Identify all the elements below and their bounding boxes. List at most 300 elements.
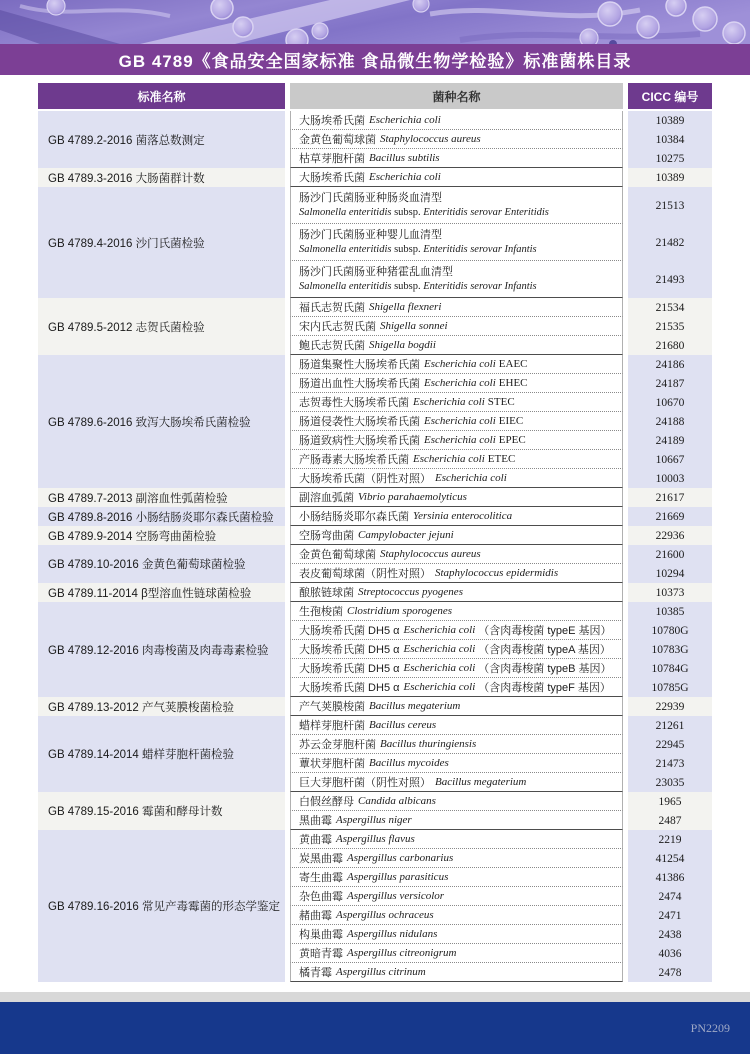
cicc-number-cell — [628, 906, 712, 925]
strain-name-cell — [290, 811, 623, 830]
strain-row — [290, 393, 712, 412]
cicc-number-cell — [628, 773, 712, 792]
strain-cn-name: 黄曲霉 — [299, 834, 332, 846]
cicc-number: 2219 — [658, 833, 682, 846]
strain-pathotype-suffix: EAEC — [498, 358, 528, 370]
table-row-group — [38, 602, 712, 697]
strain-name-cell — [290, 469, 623, 488]
strain-latin-name: Escherichia coli — [369, 171, 441, 183]
strain-latin-line — [299, 205, 622, 220]
cicc-number-cell — [628, 830, 712, 849]
strain-cn-name: 福氏志贺氏菌 — [299, 302, 365, 314]
strain-name-cell — [290, 716, 623, 735]
strain-cn-name: 蜡样芽胞杆菌 — [299, 720, 365, 732]
strain-name-cell — [290, 355, 623, 374]
footer-divider — [0, 992, 750, 1002]
strain-latin-name: Escherichia coli — [403, 681, 476, 693]
strain-name-cell — [290, 149, 623, 168]
bacteria-micrograph-graphic — [0, 0, 750, 44]
cicc-number: 10784G — [651, 662, 689, 675]
strain-cn-name: 鲍氏志贺氏菌 — [299, 340, 365, 352]
strain-list — [290, 602, 712, 697]
cicc-number-cell — [628, 887, 712, 906]
cicc-number-cell — [628, 564, 712, 583]
table-body — [38, 111, 712, 982]
cicc-number: 22936 — [655, 529, 685, 542]
strain-row — [290, 868, 712, 887]
strain-cn-name: 产气荚膜梭菌 — [299, 701, 365, 713]
strain-cn-name: 肠道出血性大肠埃希氏菌 — [299, 378, 420, 390]
strain-latin-subsp: subsp. — [391, 206, 424, 218]
footer-band — [0, 1002, 750, 1054]
table-row-group — [38, 111, 712, 168]
table-row-group — [38, 526, 712, 545]
strain-latin-name: Bacillus megaterium — [435, 776, 527, 788]
cicc-number: 22945 — [655, 738, 685, 751]
strain-gene-note: （含肉毒梭菌 typeB 基因） — [478, 663, 612, 675]
cicc-number: 21261 — [655, 719, 685, 732]
strain-name-cell — [290, 830, 623, 849]
cicc-number-cell — [628, 412, 712, 431]
strain-row — [290, 168, 712, 187]
standard-name-cell — [38, 697, 285, 716]
strain-row — [290, 412, 712, 431]
cicc-number-cell — [628, 849, 712, 868]
strain-row — [290, 849, 712, 868]
strain-latin-name: Escherichia coli — [403, 643, 476, 655]
cicc-number-cell — [628, 374, 712, 393]
strain-latin-name: Escherichia coli — [435, 472, 507, 484]
strain-cn-name: 赭曲霉 — [299, 910, 332, 922]
strain-row — [290, 317, 712, 336]
standard-name-cell — [38, 507, 285, 526]
strain-name-cell — [290, 678, 623, 697]
cicc-number-cell — [628, 298, 712, 317]
cicc-number: 10294 — [655, 567, 685, 580]
cicc-number: 10275 — [655, 152, 685, 165]
strain-latin-name: Streptococcus pyogenes — [358, 586, 463, 598]
strain-cn-name: 大肠埃希氏菌 DH5 α — [299, 625, 400, 637]
strain-cn-name: 表皮葡萄球菌（阴性对照） — [299, 568, 431, 580]
strain-cn-name: 枯草芽胞杆菌 — [299, 153, 365, 165]
strain-list — [290, 830, 712, 982]
strain-name-cell — [290, 887, 623, 906]
strain-latin-name: Staphylococcus epidermidis — [435, 567, 559, 579]
cicc-number: 1965 — [658, 795, 682, 808]
strain-row — [290, 187, 712, 224]
strain-list — [290, 488, 712, 507]
strain-cn-name: 酿脓链球菌 — [299, 587, 354, 599]
strain-name-cell — [290, 224, 623, 261]
strain-name-cell — [290, 507, 623, 526]
strain-row — [290, 149, 712, 168]
strain-row — [290, 754, 712, 773]
cicc-number: 24188 — [655, 415, 685, 428]
strain-list — [290, 187, 712, 298]
standard-name-cell — [38, 526, 285, 545]
cicc-number: 23035 — [655, 776, 685, 789]
strain-latin-name: Enteritidis serovar Enteritidis — [423, 206, 549, 218]
cicc-number: 21493 — [655, 273, 685, 286]
table-header-row — [38, 83, 712, 109]
header-standard-name: 标准名称 — [38, 83, 285, 109]
strain-latin-name: Staphylococcus aureus — [380, 548, 481, 560]
strain-latin-name: Escherichia coli — [403, 624, 476, 636]
strain-latin-name: Enteritidis serovar Infantis — [423, 243, 537, 255]
strain-pathotype-suffix: EHEC — [498, 377, 528, 389]
strain-latin-name: Staphylococcus aureus — [380, 133, 481, 145]
table-row-group — [38, 697, 712, 716]
strain-row — [290, 925, 712, 944]
cicc-number-cell — [628, 697, 712, 716]
cicc-number: 10003 — [655, 472, 685, 485]
cicc-number-cell — [628, 792, 712, 811]
cicc-number: 2471 — [658, 909, 682, 922]
strain-name-cell — [290, 792, 623, 811]
standard-name-cell — [38, 830, 285, 982]
cicc-number-cell — [628, 583, 712, 602]
strain-name-cell — [290, 168, 623, 187]
strain-row — [290, 735, 712, 754]
strain-cn-name: 杂色曲霉 — [299, 891, 343, 903]
cicc-number: 2438 — [658, 928, 682, 941]
cicc-number-cell — [628, 130, 712, 149]
strain-row — [290, 469, 712, 488]
cicc-number: 4036 — [658, 947, 682, 960]
standard-name: GB 4789.10-2016 金黄色葡萄球菌检验 — [48, 559, 246, 571]
strain-name-cell — [290, 317, 623, 336]
strain-latin-name: Aspergillus nidulans — [347, 928, 438, 940]
table-row-group — [38, 507, 712, 526]
strain-list — [290, 355, 712, 488]
strain-row — [290, 944, 712, 963]
header-cicc-number: CICC 编号 — [628, 83, 712, 109]
standard-name: GB 4789.3-2016 大肠菌群计数 — [48, 172, 205, 185]
strain-cn-line — [299, 228, 622, 242]
strain-cn-name: 空肠弯曲菌 — [299, 530, 354, 542]
strain-cn-name: 大肠埃希氏菌 — [299, 172, 365, 184]
cicc-number-cell — [628, 963, 712, 982]
strain-latin-name: Aspergillus carbonarius — [347, 852, 454, 864]
strain-cn-name: 寄生曲霉 — [299, 872, 343, 884]
strain-name-cell — [290, 773, 623, 792]
strain-cn-name: 橘青霉 — [299, 967, 332, 979]
cicc-number: 21617 — [655, 491, 685, 504]
strain-list — [290, 526, 712, 545]
cicc-number: 10384 — [655, 133, 685, 146]
strain-row — [290, 659, 712, 678]
page-title: GB 4789《食品安全国家标准 食品微生物学检验》标准菌株目录 — [118, 52, 632, 71]
cicc-number-cell — [628, 602, 712, 621]
cicc-number-cell — [628, 925, 712, 944]
strain-row — [290, 374, 712, 393]
strain-table — [38, 83, 712, 982]
strain-row — [290, 716, 712, 735]
strain-cn-name: 生孢梭菌 — [299, 606, 343, 618]
strain-row — [290, 507, 712, 526]
table-row-group — [38, 168, 712, 187]
strain-row — [290, 450, 712, 469]
strain-cn-line — [299, 265, 622, 279]
strain-name-cell — [290, 697, 623, 716]
strain-cn-name: 宋内氏志贺氏菌 — [299, 321, 376, 333]
strain-cn-name: 大肠埃希氏菌 — [299, 115, 365, 127]
strain-name-cell — [290, 621, 623, 640]
strain-cn-name: 黑曲霉 — [299, 815, 332, 827]
bacteria-banner-image — [0, 0, 750, 44]
cicc-number-cell — [628, 545, 712, 564]
strain-row — [290, 526, 712, 545]
header-strain-name: 菌种名称 — [290, 83, 623, 109]
strain-row — [290, 545, 712, 564]
strain-cn-name: 产肠毒素大肠埃希氏菌 — [299, 454, 409, 466]
strain-latin-name: Salmonella enteritidis — [299, 243, 392, 255]
strain-row — [290, 298, 712, 317]
standard-name-cell — [38, 488, 285, 507]
strain-latin-name: Bacillus cereus — [369, 719, 437, 731]
cicc-number: 41254 — [655, 852, 685, 865]
strain-latin-name: Escherichia coli — [424, 415, 496, 427]
standard-name-cell — [38, 545, 285, 583]
strain-name-cell — [290, 526, 623, 545]
strain-row — [290, 678, 712, 697]
strain-cn-name: 副溶血弧菌 — [299, 492, 354, 504]
cicc-number: 10385 — [655, 605, 685, 618]
strain-latin-line — [299, 242, 622, 257]
cicc-number: 2487 — [658, 814, 682, 827]
cicc-number: 10389 — [655, 171, 685, 184]
strain-name-cell — [290, 602, 623, 621]
strain-list — [290, 168, 712, 187]
cicc-number-cell — [628, 261, 712, 298]
strain-cn-name: 肠道致病性大肠埃希氏菌 — [299, 435, 420, 447]
strain-name-cell — [290, 963, 623, 982]
page-title-band — [0, 44, 750, 75]
strain-latin-name: Escherichia coli — [424, 434, 496, 446]
strain-cn-name: 肠道侵袭性大肠埃希氏菌 — [299, 416, 420, 428]
cicc-number-cell — [628, 317, 712, 336]
standard-name-cell — [38, 792, 285, 830]
cicc-number-cell — [628, 678, 712, 697]
table-row-group — [38, 830, 712, 982]
strain-name-cell — [290, 412, 623, 431]
cicc-number-cell — [628, 149, 712, 168]
strain-cn-name: 肠沙门氏菌肠亚种肠炎血清型 — [299, 191, 442, 204]
strain-cn-name: 构巢曲霉 — [299, 929, 343, 941]
cicc-number-cell — [628, 355, 712, 374]
standard-name-cell — [38, 355, 285, 488]
cicc-number-cell — [628, 488, 712, 507]
standard-name: GB 4789.8-2016 小肠结肠炎耶尔森氏菌检验 — [48, 511, 274, 524]
cicc-number-cell — [628, 111, 712, 130]
strain-list — [290, 716, 712, 792]
cicc-number-cell — [628, 507, 712, 526]
strain-cn-name: 白假丝酵母 — [299, 796, 354, 808]
strain-cn-line — [299, 191, 622, 205]
cicc-number: 21669 — [655, 510, 685, 523]
strain-cn-name: 炭黑曲霉 — [299, 853, 343, 865]
cicc-number: 24186 — [655, 358, 685, 371]
cicc-number: 10667 — [655, 453, 685, 466]
strain-cn-name: 蕈状芽胞杆菌 — [299, 758, 365, 770]
strain-latin-name: Escherichia coli — [413, 396, 485, 408]
strain-name-cell — [290, 925, 623, 944]
standard-name: GB 4789.2-2016 菌落总数测定 — [48, 134, 205, 147]
strain-latin-name: Escherichia coli — [403, 662, 476, 674]
table-row-group — [38, 355, 712, 488]
cicc-number: 10670 — [655, 396, 685, 409]
strain-latin-name: Aspergillus flavus — [336, 833, 415, 845]
strain-name-cell — [290, 545, 623, 564]
strain-latin-name: Clostridium sporogenes — [347, 605, 453, 617]
strain-name-cell — [290, 659, 623, 678]
cicc-number-cell — [628, 168, 712, 187]
table-row-group — [38, 716, 712, 792]
strain-cn-name: 大肠埃希氏菌 DH5 α — [299, 663, 400, 675]
strain-cn-name: 黄暗青霉 — [299, 948, 343, 960]
strain-latin-name: Escherichia coli — [413, 453, 485, 465]
cicc-number-cell — [628, 735, 712, 754]
strain-latin-name: Aspergillus niger — [336, 814, 412, 826]
strain-name-cell — [290, 868, 623, 887]
cicc-number-cell — [628, 224, 712, 261]
cicc-number: 21535 — [655, 320, 685, 333]
cicc-number: 21473 — [655, 757, 685, 770]
cicc-number-cell — [628, 450, 712, 469]
strain-latin-name: Escherichia coli — [369, 114, 441, 126]
cicc-number-cell — [628, 431, 712, 450]
strain-latin-name: Yersinia enterocolitica — [413, 510, 513, 522]
cicc-number-cell — [628, 716, 712, 735]
strain-latin-name: Shigella flexneri — [369, 301, 442, 313]
standard-name-cell — [38, 298, 285, 355]
strain-list — [290, 111, 712, 168]
strain-list — [290, 583, 712, 602]
cicc-number-cell — [628, 811, 712, 830]
strain-row — [290, 963, 712, 982]
strain-name-cell — [290, 431, 623, 450]
cicc-number: 10785G — [651, 681, 689, 694]
strain-latin-name: Shigella sonnei — [380, 320, 448, 332]
strain-name-cell — [290, 944, 623, 963]
table-row-group — [38, 187, 712, 298]
strain-latin-subsp: subsp. — [391, 280, 424, 292]
strain-name-cell — [290, 298, 623, 317]
standard-name: GB 4789.9-2014 空肠弯曲菌检验 — [48, 530, 217, 543]
cicc-number-cell — [628, 659, 712, 678]
strain-latin-name: Aspergillus citreonigrum — [347, 947, 457, 959]
cicc-number: 10389 — [655, 114, 685, 127]
cicc-number-cell — [628, 754, 712, 773]
strain-name-cell — [290, 130, 623, 149]
strain-latin-line — [299, 279, 622, 294]
strain-name-cell — [290, 754, 623, 773]
strain-cn-name: 苏云金芽胞杆菌 — [299, 739, 376, 751]
strain-name-cell — [290, 849, 623, 868]
strain-cn-name: 金黄色葡萄球菌 — [299, 549, 376, 561]
cicc-number-cell — [628, 336, 712, 355]
cicc-number: 22939 — [655, 700, 685, 713]
strain-name-cell — [290, 450, 623, 469]
cicc-number: 41386 — [655, 871, 685, 884]
strain-row — [290, 431, 712, 450]
strain-latin-name: Escherichia coli — [424, 358, 496, 370]
strain-latin-name: Bacillus thuringiensis — [380, 738, 477, 750]
strain-name-cell — [290, 564, 623, 583]
strain-row — [290, 602, 712, 621]
strain-pathotype-suffix: EPEC — [498, 434, 526, 446]
standard-name-cell — [38, 583, 285, 602]
strain-latin-name: Vibrio parahaemolyticus — [358, 491, 467, 503]
strain-latin-name: Salmonella enteritidis — [299, 206, 392, 218]
strain-row — [290, 336, 712, 355]
strain-row — [290, 906, 712, 925]
standard-name-cell — [38, 111, 285, 168]
cicc-number: 10373 — [655, 586, 685, 599]
strain-latin-name: Aspergillus citrinum — [336, 966, 426, 978]
table-row-group — [38, 792, 712, 830]
strain-cn-name: 肠沙门氏菌肠亚种婴儿血清型 — [299, 228, 442, 241]
cicc-number-cell — [628, 944, 712, 963]
strain-pathotype-suffix: ETEC — [487, 453, 516, 465]
strain-latin-name: Enteritidis serovar Infantis — [423, 280, 537, 292]
cicc-number-cell — [628, 526, 712, 545]
table-row-group — [38, 488, 712, 507]
standard-name: GB 4789.13-2012 产气荚膜梭菌检验 — [48, 701, 234, 714]
strain-latin-name: Escherichia coli — [424, 377, 496, 389]
cicc-number: 10780G — [651, 624, 689, 637]
table-row-group — [38, 583, 712, 602]
strain-latin-name: Aspergillus versicolor — [347, 890, 445, 902]
strain-row — [290, 792, 712, 811]
strain-row — [290, 697, 712, 716]
cicc-number-cell — [628, 621, 712, 640]
cicc-number: 21482 — [655, 236, 685, 249]
strain-latin-name: Campylobacter jejuni — [358, 529, 454, 541]
strain-gene-note: （含肉毒梭菌 typeE 基因） — [478, 625, 612, 637]
standard-name: GB 4789.16-2016 常见产毒霉菌的形态学鉴定 — [48, 901, 280, 913]
strain-list — [290, 507, 712, 526]
strain-latin-name: Aspergillus ochraceus — [336, 909, 434, 921]
strain-pathotype-suffix: STEC — [487, 396, 515, 408]
cicc-number-cell — [628, 469, 712, 488]
cicc-number-cell — [628, 187, 712, 224]
strain-gene-note: （含肉毒梭菌 typeF 基因） — [478, 682, 611, 694]
cicc-number-cell — [628, 868, 712, 887]
strain-row — [290, 640, 712, 659]
strain-cn-name: 大肠埃希氏菌（阴性对照） — [299, 473, 431, 485]
cicc-number: 24189 — [655, 434, 685, 447]
strain-cn-name: 巨大芽胞杆菌（阴性对照） — [299, 777, 431, 789]
strain-row — [290, 773, 712, 792]
strain-row — [290, 261, 712, 298]
strain-cn-name: 肠沙门氏菌肠亚种猪霍乱血清型 — [299, 265, 453, 278]
cicc-number: 21534 — [655, 301, 685, 314]
standard-name-cell — [38, 716, 285, 792]
strain-cn-name: 肠道集聚性大肠埃希氏菌 — [299, 359, 420, 371]
strain-list — [290, 697, 712, 716]
strain-name-cell — [290, 374, 623, 393]
cicc-number: 21513 — [655, 199, 685, 212]
strain-name-cell — [290, 393, 623, 412]
strain-latin-name: Salmonella enteritidis — [299, 280, 392, 292]
strain-row — [290, 887, 712, 906]
cicc-number: 21600 — [655, 548, 685, 561]
strain-latin-name: Bacillus mycoides — [369, 757, 449, 769]
strain-cn-name: 大肠埃希氏菌 DH5 α — [299, 682, 400, 694]
standard-name: GB 4789.11-2014 β型溶血性链球菌检验 — [48, 587, 252, 600]
strain-name-cell — [290, 111, 623, 130]
